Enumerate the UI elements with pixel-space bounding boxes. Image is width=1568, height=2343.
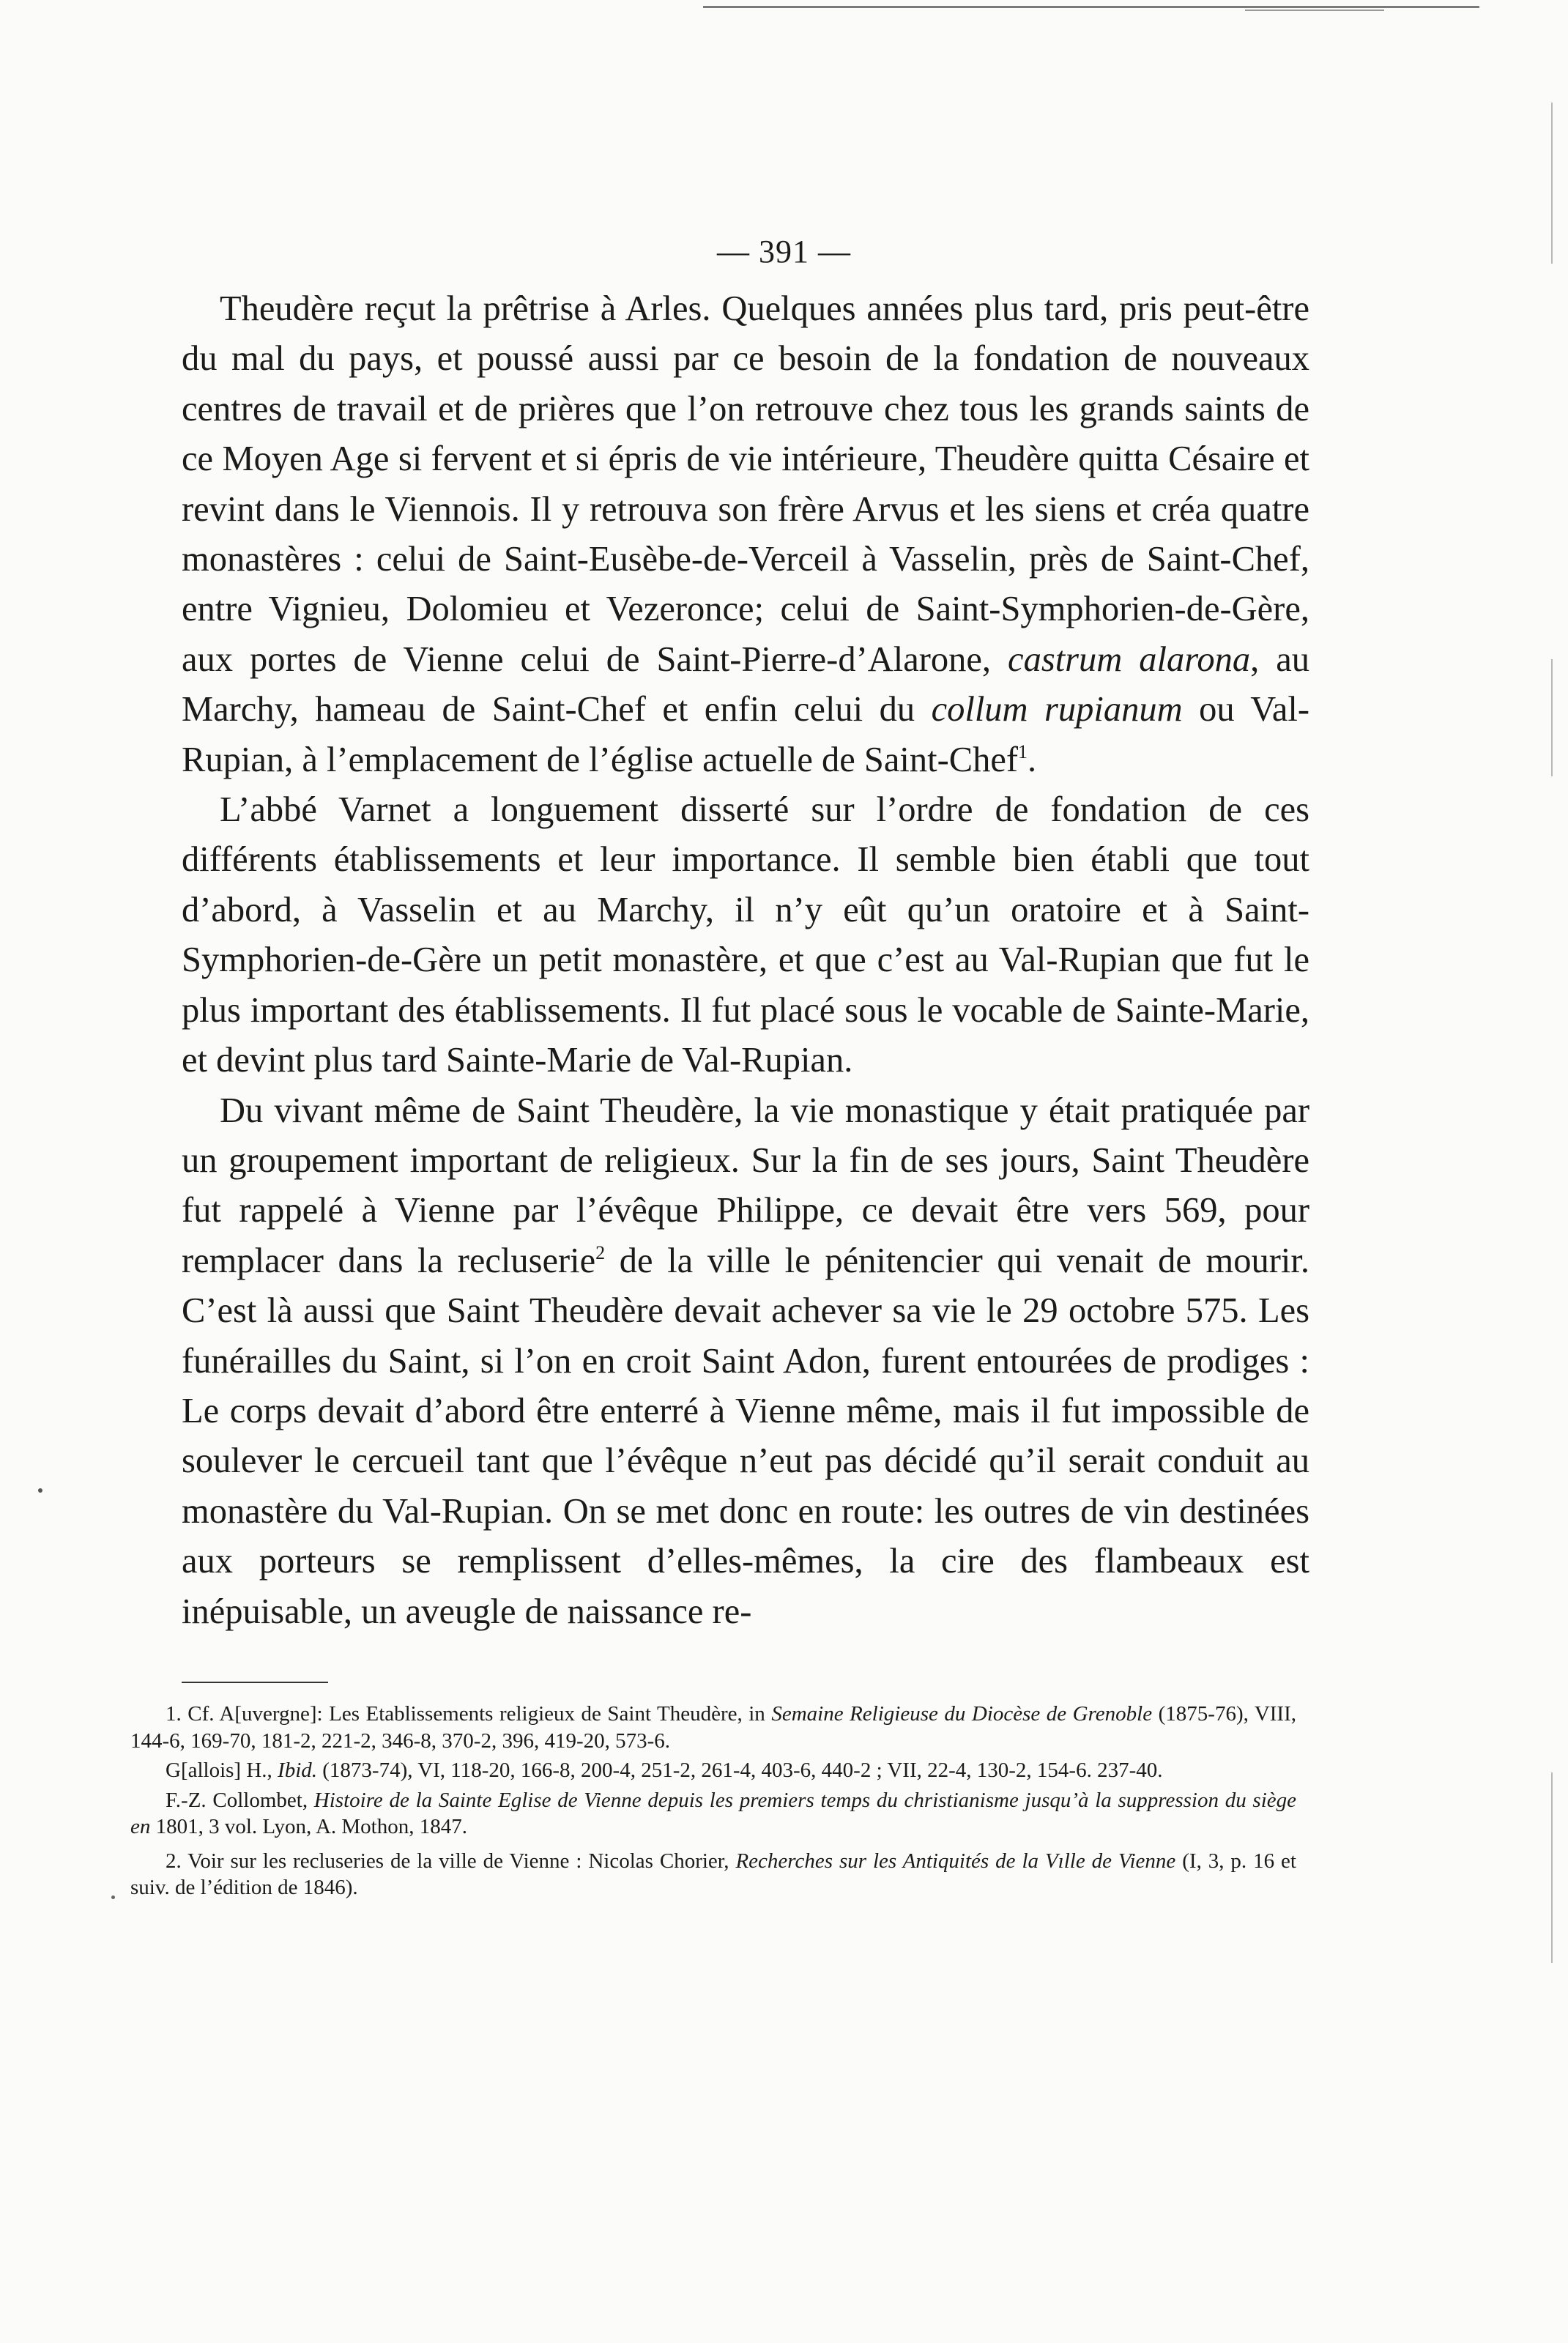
footnote-separator — [182, 1682, 328, 1683]
margin-speck — [38, 1488, 42, 1493]
scan-edge-mark — [1551, 659, 1553, 776]
footnote-1-continued: G[allois] H., Ibid. (1873-74), VI, 118-20, 166-8, 200-4, 251-2, 261-4, 403-6, 440-2 ; VII, 22-4, 130-2, 154-6. 237-40. — [166, 1759, 1163, 1782]
paragraph-2: L’abbé Varnet a longuement disserté sur l’ordre de fondation de ces différents établissements et leur importance. Il semble bien établi que tout d’abord, à Vasselin et au Marchy, il n’y eût qu’un oratoire et à Saint-Symphorien-de-Gère un petit monastère, et que c’est au Val-Rupian que fut le plus important des établissements. Il fut placé sous le vocable de Sainte-Marie, et devint plus tard Sainte-Marie de Val-Rupian. — [182, 790, 1309, 1080]
footnote-1: 1. Cf. A[uvergne]: Les Etablissements religieux de Saint Theudère, in Semaine Religieuse du Diocèse de Grenoble (1875-76), VIII, 144-6, 169-70, 181-2, 221-2, 346-8, 370-2, 396, 419-20, 573-6. — [130, 1702, 1296, 1753]
scan-top-rule-secondary — [1245, 10, 1384, 11]
footnote-2: 2. Voir sur les recluseries de la ville de Vienne : Nicolas Chorier, Recherches sur les Antiquités de la Vılle de Vienne (I, 3, p. 16 et suiv. de l’édition de 1846). — [130, 1849, 1296, 1899]
main-text — [182, 284, 1309, 1637]
page-number: — 391 — — [717, 234, 851, 270]
scan-edge-mark — [1551, 1772, 1553, 1963]
scan-top-rule — [703, 6, 1479, 8]
footnote-1-continued: F.-Z. Collombet, Histoire de la Sainte Eglise de Vienne depuis les premiers temps du christianisme jusqu’à la suppression du siège en 1801, 3 vol. Lyon, A. Mothon, 1847. — [130, 1788, 1296, 1838]
paragraph-1: Theudère reçut la prêtrise à Arles. Quelques années plus tard, pris peut-être du mal du pays, et poussé aussi par ce besoin de la fondation de nouveaux centres de travail et de prières que l’on retrouve chez tous les grands saints de ce Moyen Age si fervent et si épris de vie intérieure, Theudère quitta Césaire et revint dans le Viennois. Il y retrouva son frère Arvus et les siens et créa quatre monastères : celui de Saint-Eusèbe-de-Verceil à Vasselin, près de Saint-Chef, entre Vignieu, Dolomieu et Vezeronce; celui de Saint-Symphorien-de-Gère, aux portes de Vienne celui de Saint-Pierre-d’Alarone, castrum alarona, au Marchy, hameau de Saint-Chef et enfin celui du collum rupianum ou Val-Rupian, à l’emplacement de l’église actuelle de Saint-Chef$^1$. — [182, 289, 1309, 779]
paragraph-3: Du vivant même de Saint Theudère, la vie monastique y était pratiquée par un groupement important de religieux. Sur la fin de ses jours, Saint Theudère fut rappelé à Vienne par l’évêque Philippe, ce devait être vers 569, pour remplacer dans la recluserie$^2$ de la ville le pénitencier qui venait de mourir. C’est là aussi que Saint Theudère devait achever sa vie le 29 octobre 575. Les funérailles du Saint, si l’on en croit Saint Adon, furent entourées de prodiges : Le corps devait d’abord être enterré à Vienne même, mais il fut impossible de soulever le cercueil tant que l’évêque n’eut pas décidé qu’il serait conduit au monastère du Val-Rupian. On se met donc en route: les outres de vin destinées aux porteurs se remplissent d’elles-mêmes, la cire des flambeaux est inépuisable, un aveugle de naissance re- — [182, 1091, 1309, 1631]
margin-speck — [111, 1895, 115, 1899]
footnote-ref-1[interactable]: 1 — [1018, 740, 1028, 762]
footnotes — [130, 1701, 1296, 1904]
footnote-ref-2[interactable]: 2 — [595, 1241, 606, 1263]
